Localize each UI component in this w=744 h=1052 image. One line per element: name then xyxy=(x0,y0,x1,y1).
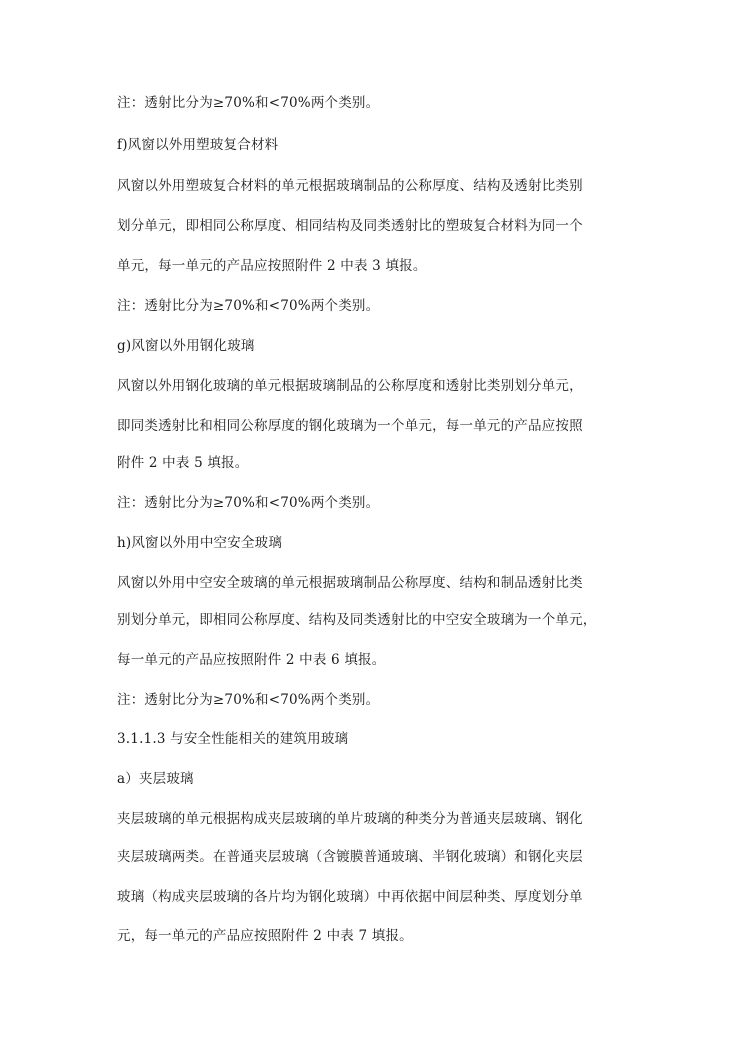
paragraph-line: 划分单元，即相同公称厚度、相同结构及同类透射比的塑玻复合材料为同一个 xyxy=(117,218,583,234)
paragraph-line: 即同类透射比和相同公称厚度的钢化玻璃为一个单元，每一单元的产品应按照 xyxy=(117,418,583,434)
subsection-heading: a）夹层玻璃 xyxy=(117,771,194,787)
note-line: 注：透射比分为≥70%和<70%两个类别。 xyxy=(117,298,380,314)
paragraph-line: 风窗以外用中空安全玻璃的单元根据玻璃制品公称厚度、结构和制品透射比类 xyxy=(117,575,583,591)
paragraph-line: 玻璃（构成夹层玻璃的各片均为钢化玻璃）中再依据中间层种类、厚度划分单 xyxy=(117,889,583,905)
paragraph-line: 别划分单元，即相同公称厚度、结构及同类透射比的中空安全玻璃为一个单元， xyxy=(117,612,597,628)
note-line: 注：透射比分为≥70%和<70%两个类别。 xyxy=(117,95,380,111)
section-heading: 3.1.1.3 与安全性能相关的建筑用玻璃 xyxy=(117,731,349,747)
paragraph-line: 元，每一单元的产品应按照附件 2 中表 7 填报。 xyxy=(117,928,413,944)
paragraph-line: 每一单元的产品应按照附件 2 中表 6 填报。 xyxy=(117,652,386,668)
paragraph-line: 夹层玻璃的单元根据构成夹层玻璃的单片玻璃的种类分为普通夹层玻璃、钢化 xyxy=(117,811,583,827)
section-heading: g)风窗以外用钢化玻璃 xyxy=(117,338,255,354)
section-heading: f)风窗以外用塑玻复合材料 xyxy=(117,137,279,153)
paragraph-line: 夹层玻璃两类。在普通夹层玻璃（含镀膜普通玻璃、半钢化玻璃）和钢化夹层 xyxy=(117,849,583,865)
paragraph-line: 单元，每一单元的产品应按照附件 2 中表 3 填报。 xyxy=(117,258,427,274)
paragraph-line: 附件 2 中表 5 填报。 xyxy=(117,455,249,471)
note-line: 注：透射比分为≥70%和<70%两个类别。 xyxy=(117,495,380,511)
paragraph-line: 风窗以外用钢化玻璃的单元根据玻璃制品的公称厚度和透射比类别划分单元， xyxy=(117,378,583,394)
section-heading: h)风窗以外用中空安全玻璃 xyxy=(117,535,283,551)
paragraph-line: 风窗以外用塑玻复合材料的单元根据玻璃制品的公称厚度、结构及透射比类别 xyxy=(117,178,583,194)
note-line: 注：透射比分为≥70%和<70%两个类别。 xyxy=(117,692,380,708)
